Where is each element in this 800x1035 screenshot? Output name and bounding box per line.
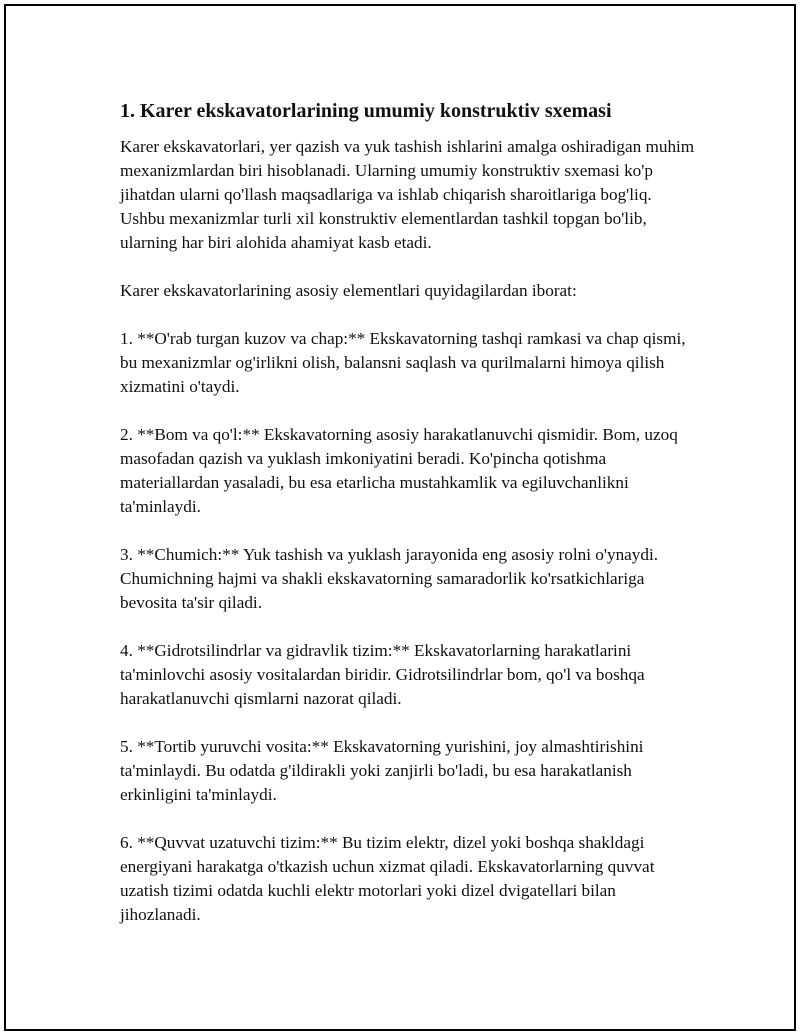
section-heading: 1. Karer ekskavatorlarining umumiy konstruktiv sxemasi xyxy=(120,100,612,122)
list-item-power-transmission: 6. **Quvvat uzatuvchi tizim:** Bu tizim elektr, dizel yoki boshqa shakldagi energiyani harakatga o'tkazish uchun xizmat qiladi. Ekskavatorlarning quvvat uzatish tizimi odatda kuchli elektr motorlari yoki dizel dvigatellari bilan jihozlanadi. xyxy=(120,833,655,924)
list-item-body-frame: 1. **O'rab turgan kuzov va chap:** Ekskavatorning tashqi ramkasi va chap qismi, bu mexanizmlar og'irlikni olish, balansni saqlash va qurilmalarni himoya qilish xizmatini o'taydi. xyxy=(120,329,686,396)
document-page xyxy=(4,4,796,1031)
list-item-bucket: 3. **Chumich:** Yuk tashish va yuklash jarayonida eng asosiy rolni o'ynaydi. Chumichning hajmi va shakli ekskavatorning samaradorlik ko'rsatkichlariga bevosita ta'sir qiladi. xyxy=(120,545,659,612)
list-item-hydraulics: 4. **Gidrotsilindrlar va gidravlik tizim:** Ekskavatorlarning harakatlarini ta'minlovchi asosiy vositalardan biridir. Gidrotsilindrlar bom, qo'l va boshqa harakatlanuvchi qismlarni nazorat qiladi. xyxy=(120,641,645,708)
list-item-propulsion: 5. **Tortib yuruvchi vosita:** Ekskavatorning yurishini, joy almashtirishini ta'minlaydi. Bu odatda g'ildirakli yoki zanjirli bo'ladi, bu esa harakatlanish erkinligini ta'minlaydi. xyxy=(120,737,644,804)
intro-paragraph: Karer ekskavatorlari, yer qazish va yuk tashish ishlarini amalga oshiradigan muhim mexanizmlardan biri hisoblanadi. Ularning umumiy konstruktiv sxemasi ko'p jihatdan ularni qo'llash maqsadlariga va ishlab chiqarish sharoitlariga bog'liq. Ushbu mexanizmlar turli xil konstruktiv elementlardan tashkil topgan bo'lib, ularning har biri alohida ahamiyat kasb etadi. xyxy=(120,137,695,252)
document-body xyxy=(120,98,700,951)
list-item-boom-arm: 2. **Bom va qo'l:** Ekskavatorning asosiy harakatlanuvchi qismidir. Bom, uzoq masofadan qazish va yuklash imkoniyatini beradi. Ko'pincha qotishma materiallardan yasaladi, bu esa etarlicha mustahkamlik va egiluvchanlikni ta'minlaydi. xyxy=(120,425,678,516)
list-intro-paragraph: Karer ekskavatorlarining asosiy elementlari quyidagilardan iborat: xyxy=(120,281,577,300)
